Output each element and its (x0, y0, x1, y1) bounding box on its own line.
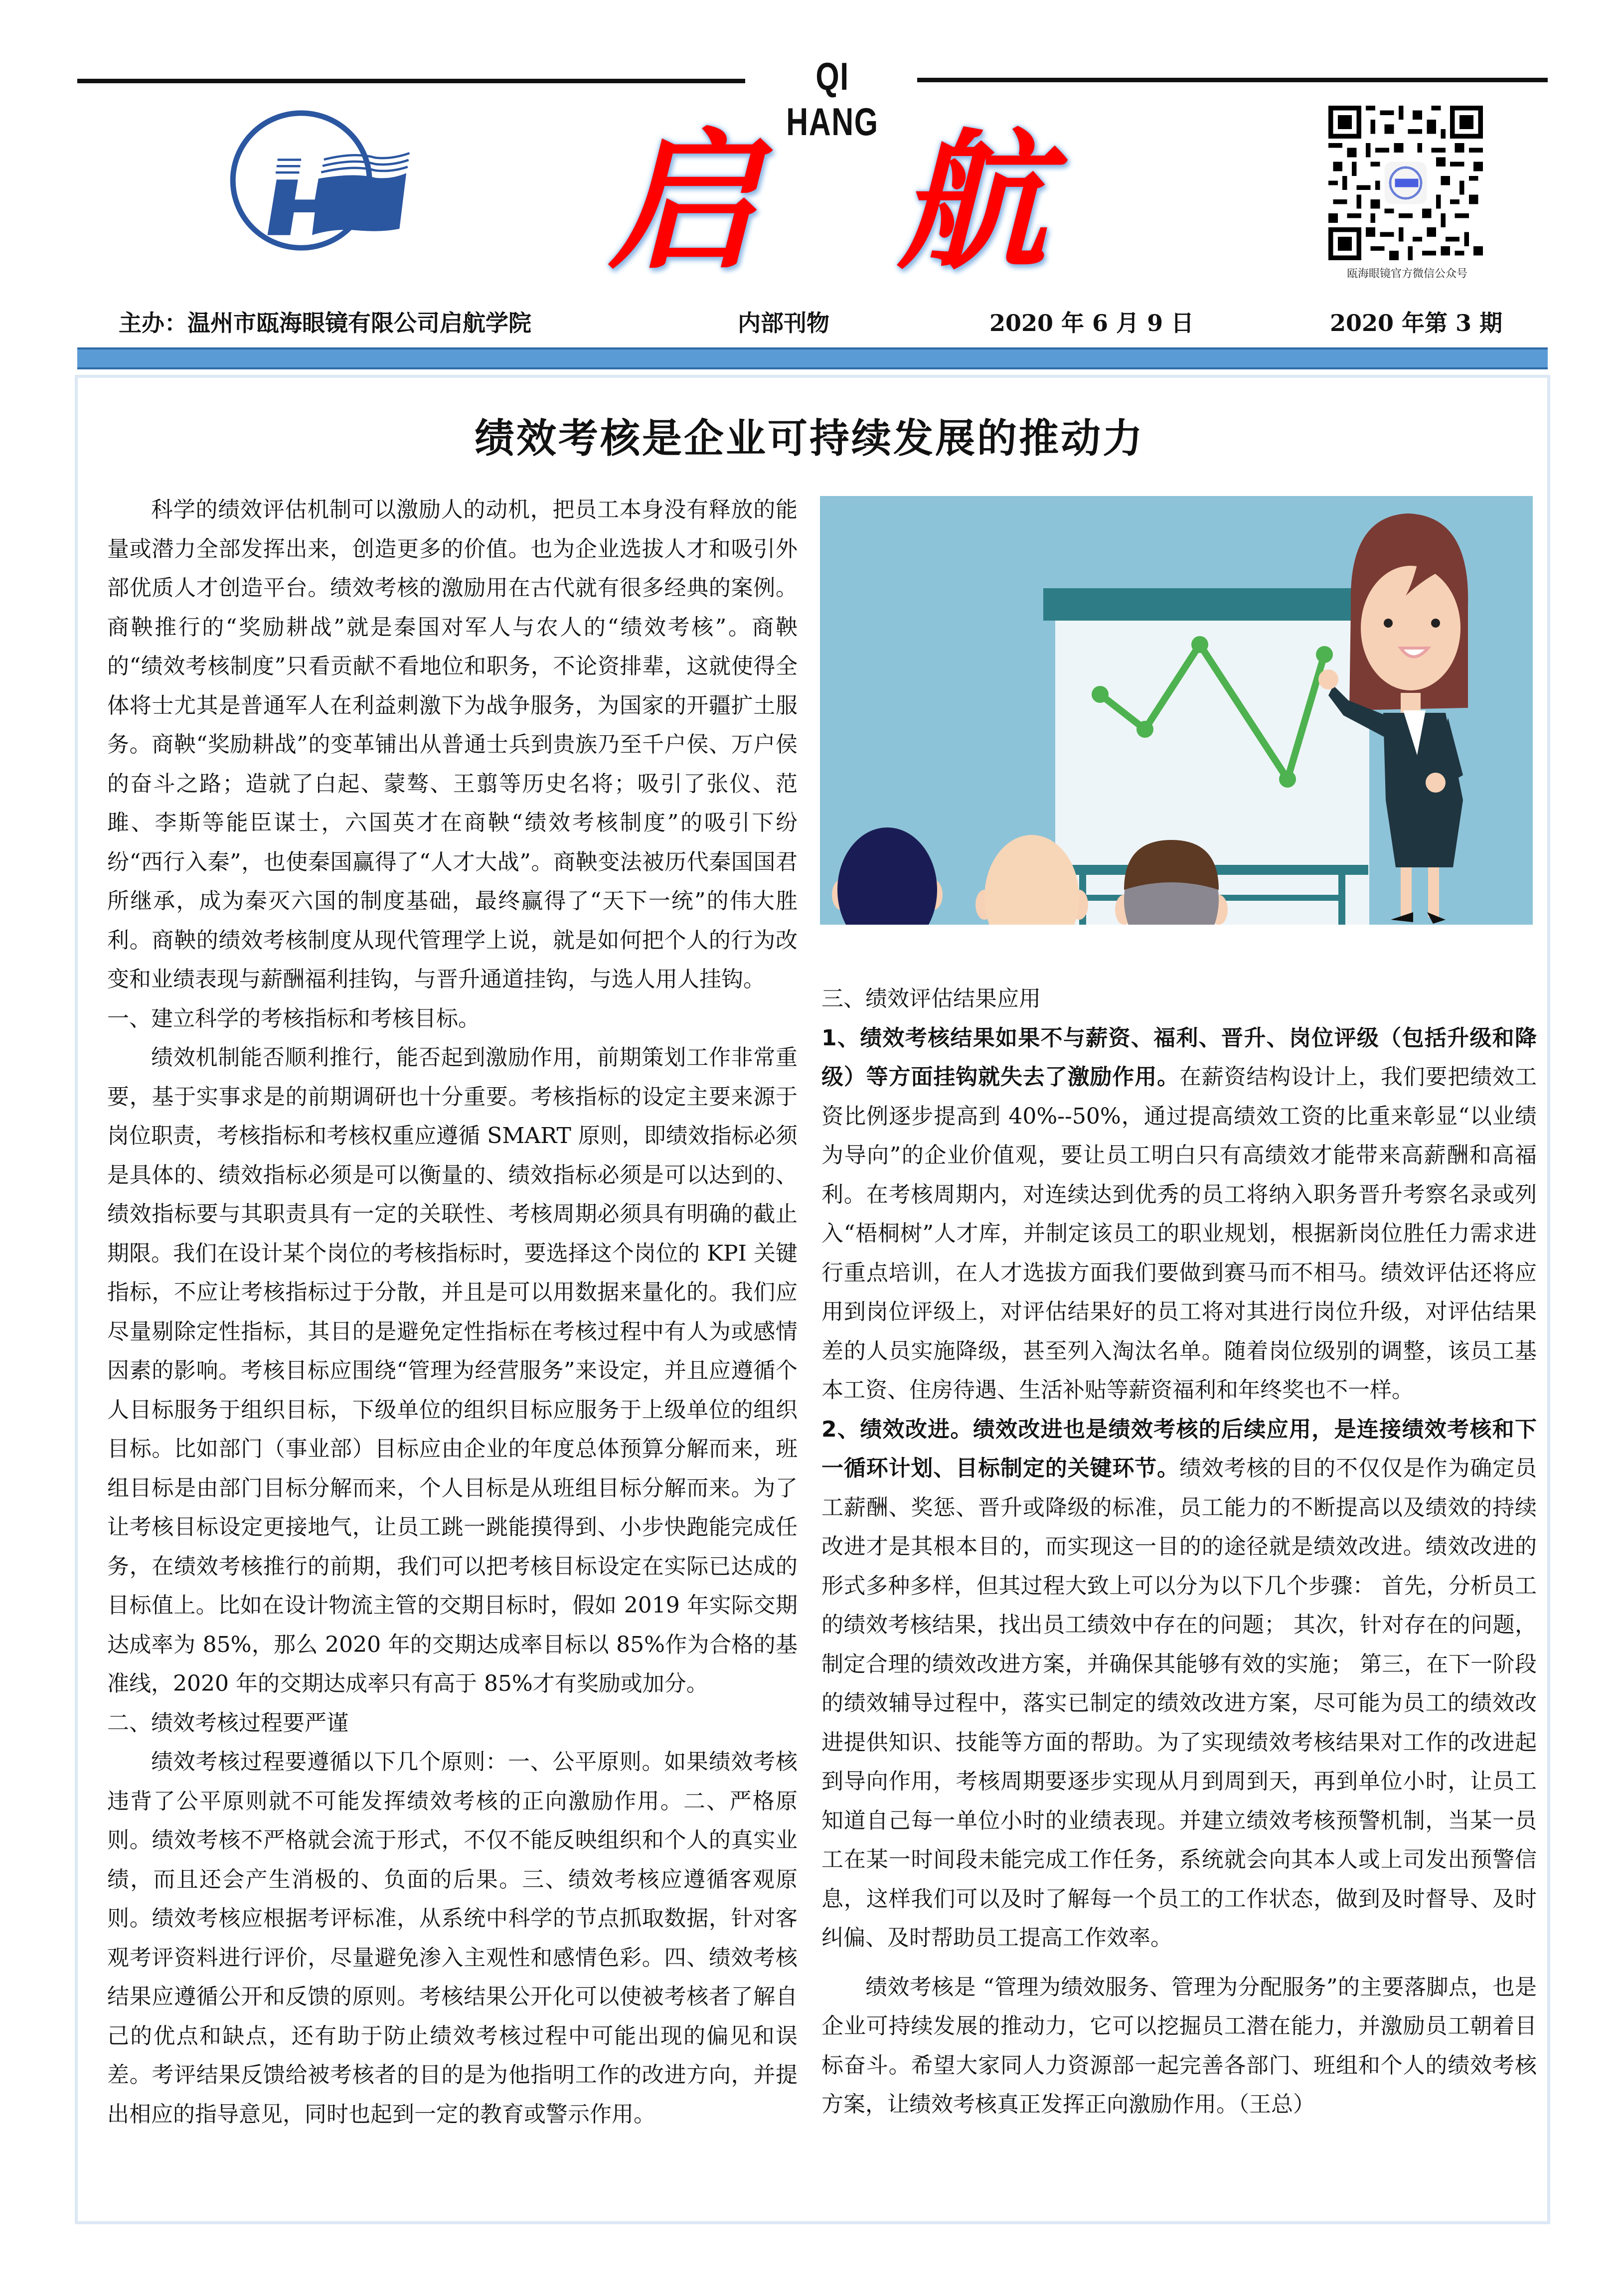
title-char-1: 启 (608, 113, 758, 290)
bold-lead: 2、绩效改进。绩效改进也是绩效考核的后续应用，是连接绩效考核和下一循环计划、目标制定的关键环节。 (821, 1416, 1537, 1481)
paragraph-body: 在薪资结构设计上，我们要把绩效工资比例逐步提高到 40%--50%，通过提高绩效工资的比重来彰显“以业绩为导向”的企业价值观，要让员工明白只有高绩效才能带来高薪酬和高福利。在考核周期内，对连续达到优秀的员工将纳入职务晋升考察名录或列入“梧桐树”人才库，并制定该员工的职业规划，根据新岗位胜任力需求进行重点培训，在人才选拔方面我们要做到赛马而不相马。绩效评估还将应用到岗位评级上，对评估结果好的员工将对其进行岗位升级，对评估结果差的人员实施降级，甚至列入淘汰名单。随着岗位级别的调整，该员工基本工资、住房待遇、生活补贴等薪资福利和年终奖也不一样。 (821, 1064, 1537, 1403)
paragraph (821, 1410, 1537, 1958)
company-logo-icon (218, 104, 428, 268)
presentation-illustration (820, 496, 1533, 925)
paragraph (821, 1019, 1537, 1410)
closing-paragraph: 绩效考核是 “管理为绩效服务、管理为分配服务”的主要落脚点，也是企业可持续发展的推动力，它可以挖掘员工潜在能力，并激励员工朝着目标奋斗。希望大家同人力资源部一起完善各部门、班组和个人的绩效考核方案，让绩效考核真正发挥正向激励作用。（王总） (821, 1974, 1537, 2117)
paragraph: 绩效考核过程要遵循以下几个原则：一、公平原则。如果绩效考核违背了公平原则就不可能发挥绩效考核的正向激励作用。二、严格原则。绩效考核不严格就会流于形式，不仅不能反映组织和个人的真实业绩，而且还会产生消极的、负面的后果。三、绩效考核应遵循客观原则。绩效考核应根据考评标准，从系统中科学的节点抓取数据，针对客观考评资料进行评价，尽量避免渗入主观性和感情色彩。四、绩效考核结果应遵循公开和反馈的原则。考核结果公开化可以使被考核者了解自己的优点和缺点，还有助于防止绩效考核过程中可能出现的偏见和误差。考评结果反馈给被考核者的目的是为他指明工作的改进方向，并提出相应的指导意见，同时也起到一定的教育或警示作用。 (107, 1749, 798, 2127)
section-heading-1: 一、建立科学的考核指标和考核目标。 (107, 1005, 480, 1031)
article-title: 绩效考核是企业可持续发展的推动力 (475, 415, 1144, 462)
paragraph: 科学的绩效评估机制可以激励人的动机，把员工本身没有释放的能量或潜力全部发挥出来，创造更多的价值。也为企业选拔人才和吸引外部优质人才创造平台。绩效考核的激励用在古代就有很多经典的案例。商鞅推行的“奖励耕战”就是秦国对军人与农人的“绩效考核”。商鞅的“绩效考核制度”只看贡献不看地位和职务，不论资排辈，这就使得全体将士尤其是普通军人在利益刺激下为战争服务，为国家的开疆扩土服务。商鞅“奖励耕战”的变革铺出从普通士兵到贵族乃至千户侯、万户侯的奋斗之路；造就了白起、蒙骜、王翦等历史名将；吸引了张仪、范雎、李斯等能臣谋士，六国英才在商鞅“绩效考核制度”的吸引下纷纷“西行入秦”，也使秦国赢得了“人才大战”。商鞅变法被历代秦国国君所继承，成为秦灭六国的制度基础，最终赢得了“天下一统”的伟大胜利。商鞅的绩效考核制度从现代管理学上说，就是如何把个人的行为改变和业绩表现与薪酬福利挂钩，与晋升通道挂钩，与选人用人挂钩。 (107, 497, 798, 992)
title-char-2: 航 (897, 113, 1047, 290)
paragraph-body: 绩效考核的目的不仅仅是作为确定员工薪酬、奖惩、晋升或降级的标准，员工能力的不断提高以及绩效的持续改进才是其根本目的，而实现这一目的的途径就是绩效改进。绩效改进的形式多种多样，但其过程大致上可以分为以下几个步骤： 首先，分析员工的绩效考核结果，找出员工绩效中存在的问题； 其次，针对存在的问题，制定合理的绩效改进方案，并确保其能够有效的实施； 第三，在下一阶段的绩效辅导过程中，落实已制定的绩效改进方案，尽可能为员工的绩效改进提供知识、技能等方面的帮助。为了实现绩效考核结果对工作的改进起到导向作用，考核周期要逐步实现从月到周到天，再到单位小时，让员工知道自己每一单位小时的业绩表现。并建立绩效考核预警机制，当某一员工在某一时间段未能完成工作任务，系统就会向其本人或上司发出预警信息，这样我们可以及时了解每一个员工的工作状态，做到及时督导、及时纠偏、及时帮助员工提高工作效率。 (821, 1456, 1537, 1951)
bold-lead: 1、绩效考核结果如果不与薪资、福利、晋升、岗位评级（包括升级和降级）等方面挂钩就失去了激励作用。 (821, 1025, 1537, 1090)
sponsor-label: 主办：温州市瓯海眼镜有限公司启航学院 (119, 310, 531, 336)
issue-date: 2020 年 6 月 9 日 (989, 310, 1194, 336)
section-heading-3: 三、绩效评估结果应用 (821, 986, 1041, 1011)
issue-number: 2020 年第 3 期 (1330, 310, 1503, 336)
article-right-column (821, 980, 1537, 2125)
article-left-column (107, 491, 798, 2134)
wechat-qr-code-icon[interactable] (1328, 106, 1483, 260)
paragraph: 绩效机制能否顺利推行，能否起到激励作用，前期策划工作非常重要，基于实事求是的前期调研也十分重要。考核指标的设定主要来源于岗位职责，考核指标和考核权重应遵循 SMART 原则，即绩效指标必须是具体的、绩效指标必须是可以衡量的、绩效指标必须是可以达到的、绩效指标要与其职责具有一定的关联性、考核周期必须具有明确的截止期限。我们在设计某个岗位的考核指标时，要选择这个岗位的 KPI 关键指标，不应让考核指标过于分散，并且是可以用数据来量化的。我们应尽量剔除定性指标，其目的是避免定性指标在考核过程中有人为或感情因素的影响。考核目标应围绕“管理为经营服务”来设定，并且应遵循个人目标服务于组织目标，下级单位的组织目标应服务于上级单位的组织目标。比如部门（事业部）目标应由企业的年度总体预算分解而来，班组目标是由部门目标分解而来，个人目标是从班组目标分解而来。为了让考核目标设定更接地气，让员工跳一跳能摸得到、小步快跑能完成任务，在绩效考核推行的前期，我们可以把考核目标设定在实际已达成的目标值上。比如在设计物流主管的交期目标时，假如 2019 年实际交期达成率为 85%，那么 2020 年的交期达成率目标以 85%作为合格的基准线，2020 年的交期达成率只有高于 85%才有奖励或加分。 (107, 1045, 798, 1696)
qr-caption: 瓯海眼镜官方微信公众号 (1346, 268, 1467, 280)
header-divider-bar (77, 347, 1548, 369)
section-heading-2: 二、绩效考核过程要严谨 (107, 1710, 348, 1736)
publication-type: 内部刊物 (738, 310, 829, 336)
masthead-chinese-title (608, 95, 1047, 290)
masthead-english-title: QI HANG (786, 54, 879, 144)
